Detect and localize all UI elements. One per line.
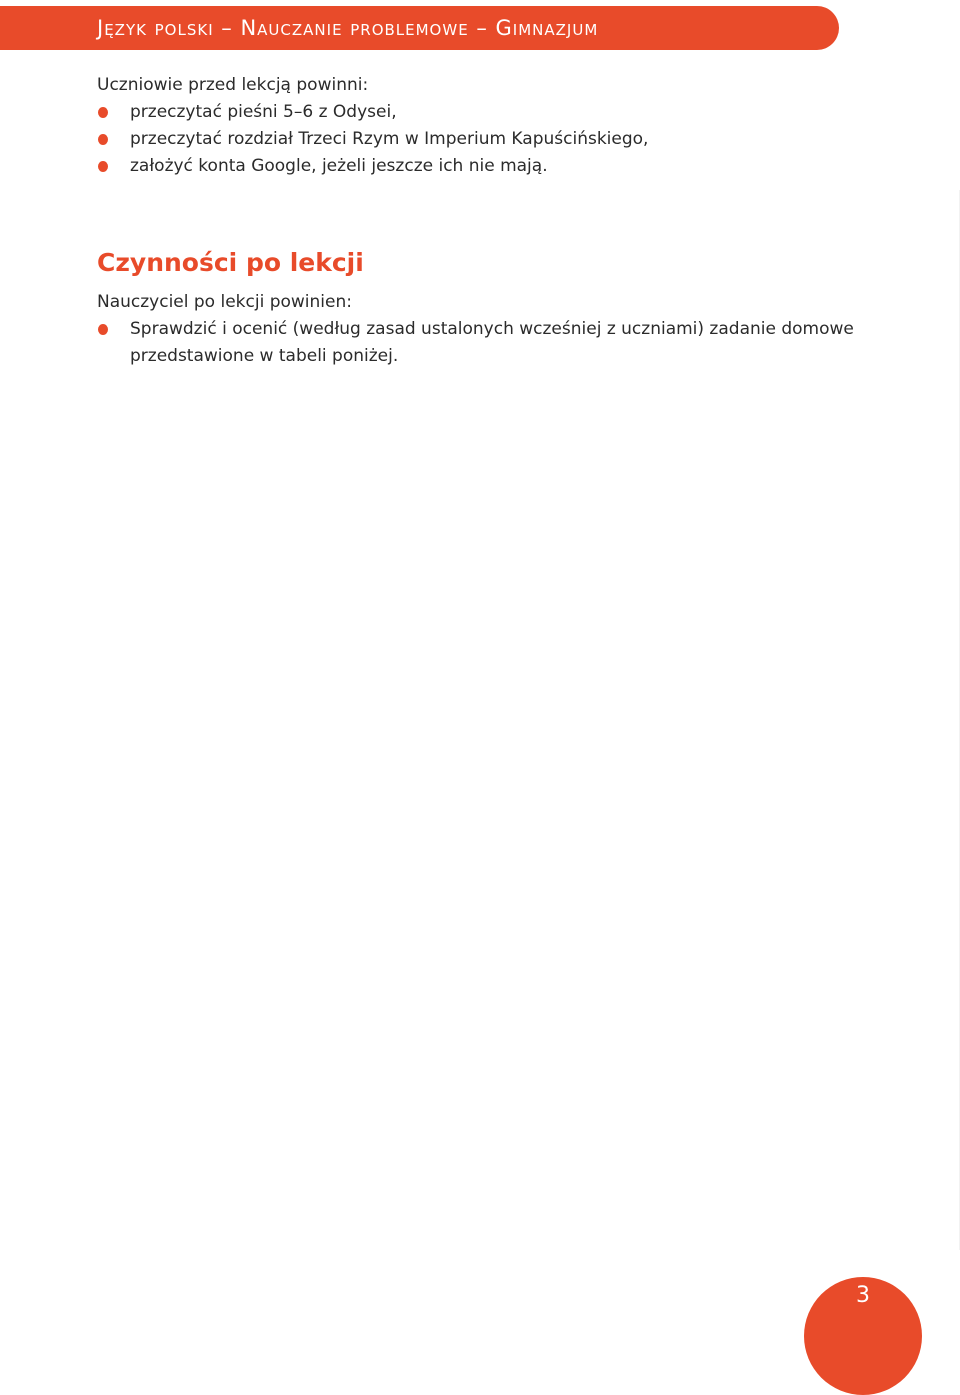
bullet-icon: [98, 161, 108, 172]
after-lesson-list: [97, 316, 857, 370]
bullet-icon: [98, 107, 108, 118]
list-item-text: przeczytać rozdział Trzeci Rzym w Imperium Kapuścińskiego,: [130, 129, 649, 149]
before-lesson-section: [97, 72, 857, 180]
page-number: 3: [856, 1283, 870, 1308]
list-item-text: założyć konta Google, jeżeli jeszcze ich nie mają.: [130, 156, 548, 176]
list-item: [97, 153, 857, 180]
list-item: [97, 316, 865, 370]
after-lesson-section: [97, 247, 857, 370]
before-lesson-intro: Uczniowie przed lekcją powinni:: [97, 75, 369, 95]
page-number-badge: [804, 1277, 922, 1395]
before-lesson-list: [97, 99, 857, 180]
list-item-text: przeczytać pieśni 5–6 z Odysei,: [130, 102, 397, 122]
list-item-text: Sprawdzić i ocenić (według zasad ustalonych wcześniej z uczniami) zadanie domowe przedstawione w tabeli poniżej.: [130, 319, 854, 366]
list-item: [97, 126, 857, 153]
header-bar: [0, 6, 839, 50]
list-item: [97, 99, 857, 126]
bullet-icon: [98, 324, 108, 335]
page-header-title: Język polski – Nauczanie problemowe – Gimnazjum: [97, 16, 599, 40]
bullet-icon: [98, 134, 108, 145]
after-lesson-intro: Nauczyciel po lekcji powinien:: [97, 292, 352, 312]
section-heading: Czynności po lekcji: [97, 248, 364, 277]
